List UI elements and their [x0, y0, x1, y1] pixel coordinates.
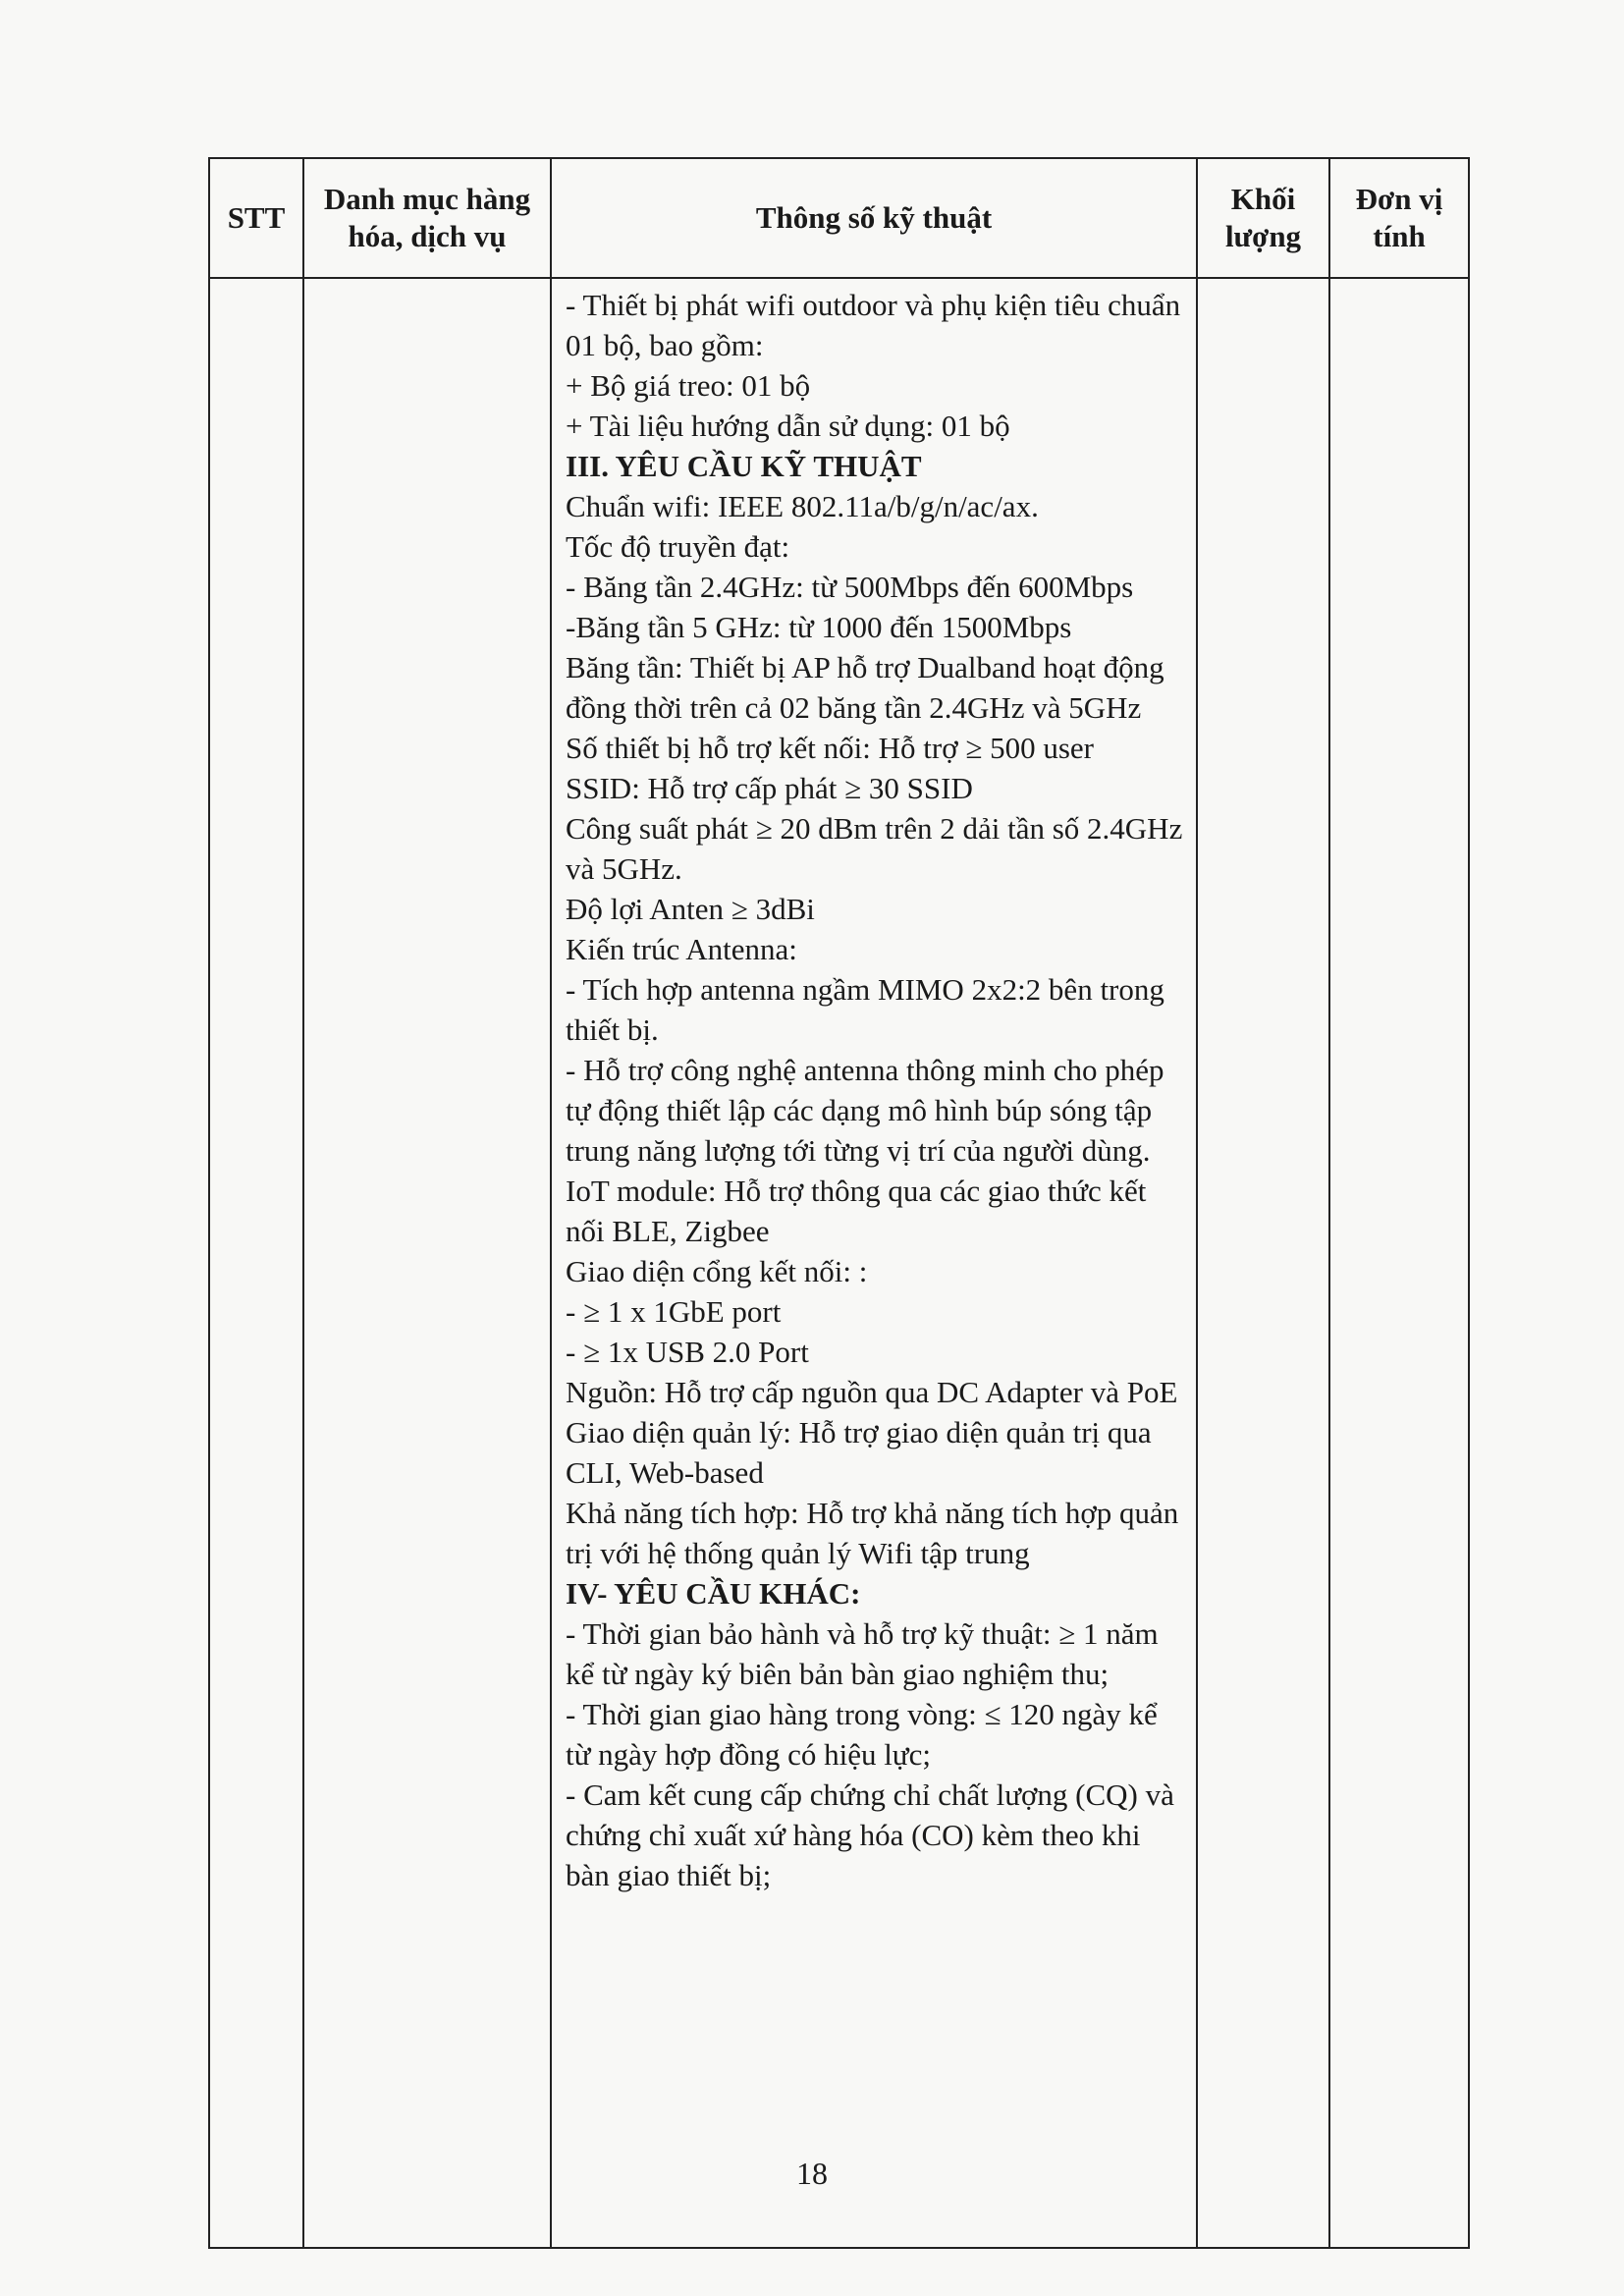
spec-line: Độ lợi Anten ≥ 3dBi	[566, 892, 815, 926]
spec-cell	[551, 278, 1197, 2248]
spec-line: - Cam kết cung cấp chứng chỉ chất lượng (CQ) và chứng chỉ xuất xứ hàng hóa (CO) kèm theo khi bàn giao thiết bị;	[566, 1777, 1174, 1892]
header-spec: Thông số kỹ thuật	[551, 158, 1197, 278]
item-cell	[303, 278, 551, 2248]
header-stt: STT	[209, 158, 303, 278]
spec-line: Kiến trúc Antenna:	[566, 932, 797, 966]
spec-line: Băng tần: Thiết bị AP hỗ trợ Dualband hoạt động đồng thời trên cả 02 băng tần 2.4GHz và 5GHz	[566, 650, 1164, 725]
spec-line: - Thời gian giao hàng trong vòng: ≤ 120 ngày kể từ ngày hợp đồng có hiệu lực;	[566, 1697, 1158, 1772]
spec-table	[208, 157, 1470, 2249]
table-row	[209, 278, 1469, 2248]
spec-line: - ≥ 1 x 1GbE port	[566, 1294, 782, 1329]
quantity-cell	[1197, 278, 1329, 2248]
spec-line: - Thiết bị phát wifi outdoor và phụ kiện tiêu chuẩn 01 bộ, bao gồm:	[566, 288, 1181, 362]
spec-line: Công suất phát ≥ 20 dBm trên 2 dải tần số 2.4GHz và 5GHz.	[566, 811, 1183, 886]
spec-line: - Hỗ trợ công nghệ antenna thông minh cho phép tự động thiết lập các dạng mô hình búp sóng tập trung năng lượng tới từng vị trí của người dùng.	[566, 1053, 1164, 1168]
header-quantity: Khối lượng	[1197, 158, 1329, 278]
spec-line: - Thời gian bảo hành và hỗ trợ kỹ thuật: ≥ 1 năm kể từ ngày ký biên bản bàn giao nghiệm thu;	[566, 1616, 1159, 1691]
header-unit: Đơn vị tính	[1329, 158, 1469, 278]
spec-line: - ≥ 1x USB 2.0 Port	[566, 1335, 809, 1369]
stt-cell	[209, 278, 303, 2248]
spec-line: Nguồn: Hỗ trợ cấp nguồn qua DC Adapter và PoE	[566, 1375, 1178, 1409]
table-header-row	[209, 158, 1469, 278]
spec-line: Giao diện quản lý: Hỗ trợ giao diện quản trị qua CLI, Web-based	[566, 1415, 1152, 1490]
spec-line: -Băng tần 5 GHz: từ 1000 đến 1500Mbps	[566, 610, 1072, 644]
spec-line: - Tích hợp antenna ngầm MIMO 2x2:2 bên trong thiết bị.	[566, 972, 1164, 1047]
spec-line: + Bộ giá treo: 01 bộ	[566, 368, 811, 403]
header-item: Danh mục hàng hóa, dịch vụ	[303, 158, 551, 278]
unit-cell	[1329, 278, 1469, 2248]
spec-line: Khả năng tích hợp: Hỗ trợ khả năng tích hợp quản trị với hệ thống quản lý Wifi tập trung	[566, 1496, 1179, 1570]
spec-line: Chuẩn wifi: IEEE 802.11a/b/g/n/ac/ax.	[566, 489, 1039, 523]
page-number: 18	[796, 2156, 828, 2191]
spec-line: SSID: Hỗ trợ cấp phát ≥ 30 SSID	[566, 771, 973, 805]
spec-section-heading: III. YÊU CẦU KỸ THUẬT	[566, 449, 922, 483]
spec-line: Số thiết bị hỗ trợ kết nối: Hỗ trợ ≥ 500 user	[566, 731, 1095, 765]
spec-line: - Băng tần 2.4GHz: từ 500Mbps đến 600Mbps	[566, 570, 1134, 604]
spec-line: Giao diện cổng kết nối: :	[566, 1254, 868, 1288]
spec-line: IoT module: Hỗ trợ thông qua các giao thức kết nối BLE, Zigbee	[566, 1174, 1147, 1248]
spec-line: Tốc độ truyền đạt:	[566, 529, 790, 564]
spec-line: + Tài liệu hướng dẫn sử dụng: 01 bộ	[566, 409, 1010, 443]
spec-section-heading: IV- YÊU CẦU KHÁC:	[566, 1576, 861, 1611]
